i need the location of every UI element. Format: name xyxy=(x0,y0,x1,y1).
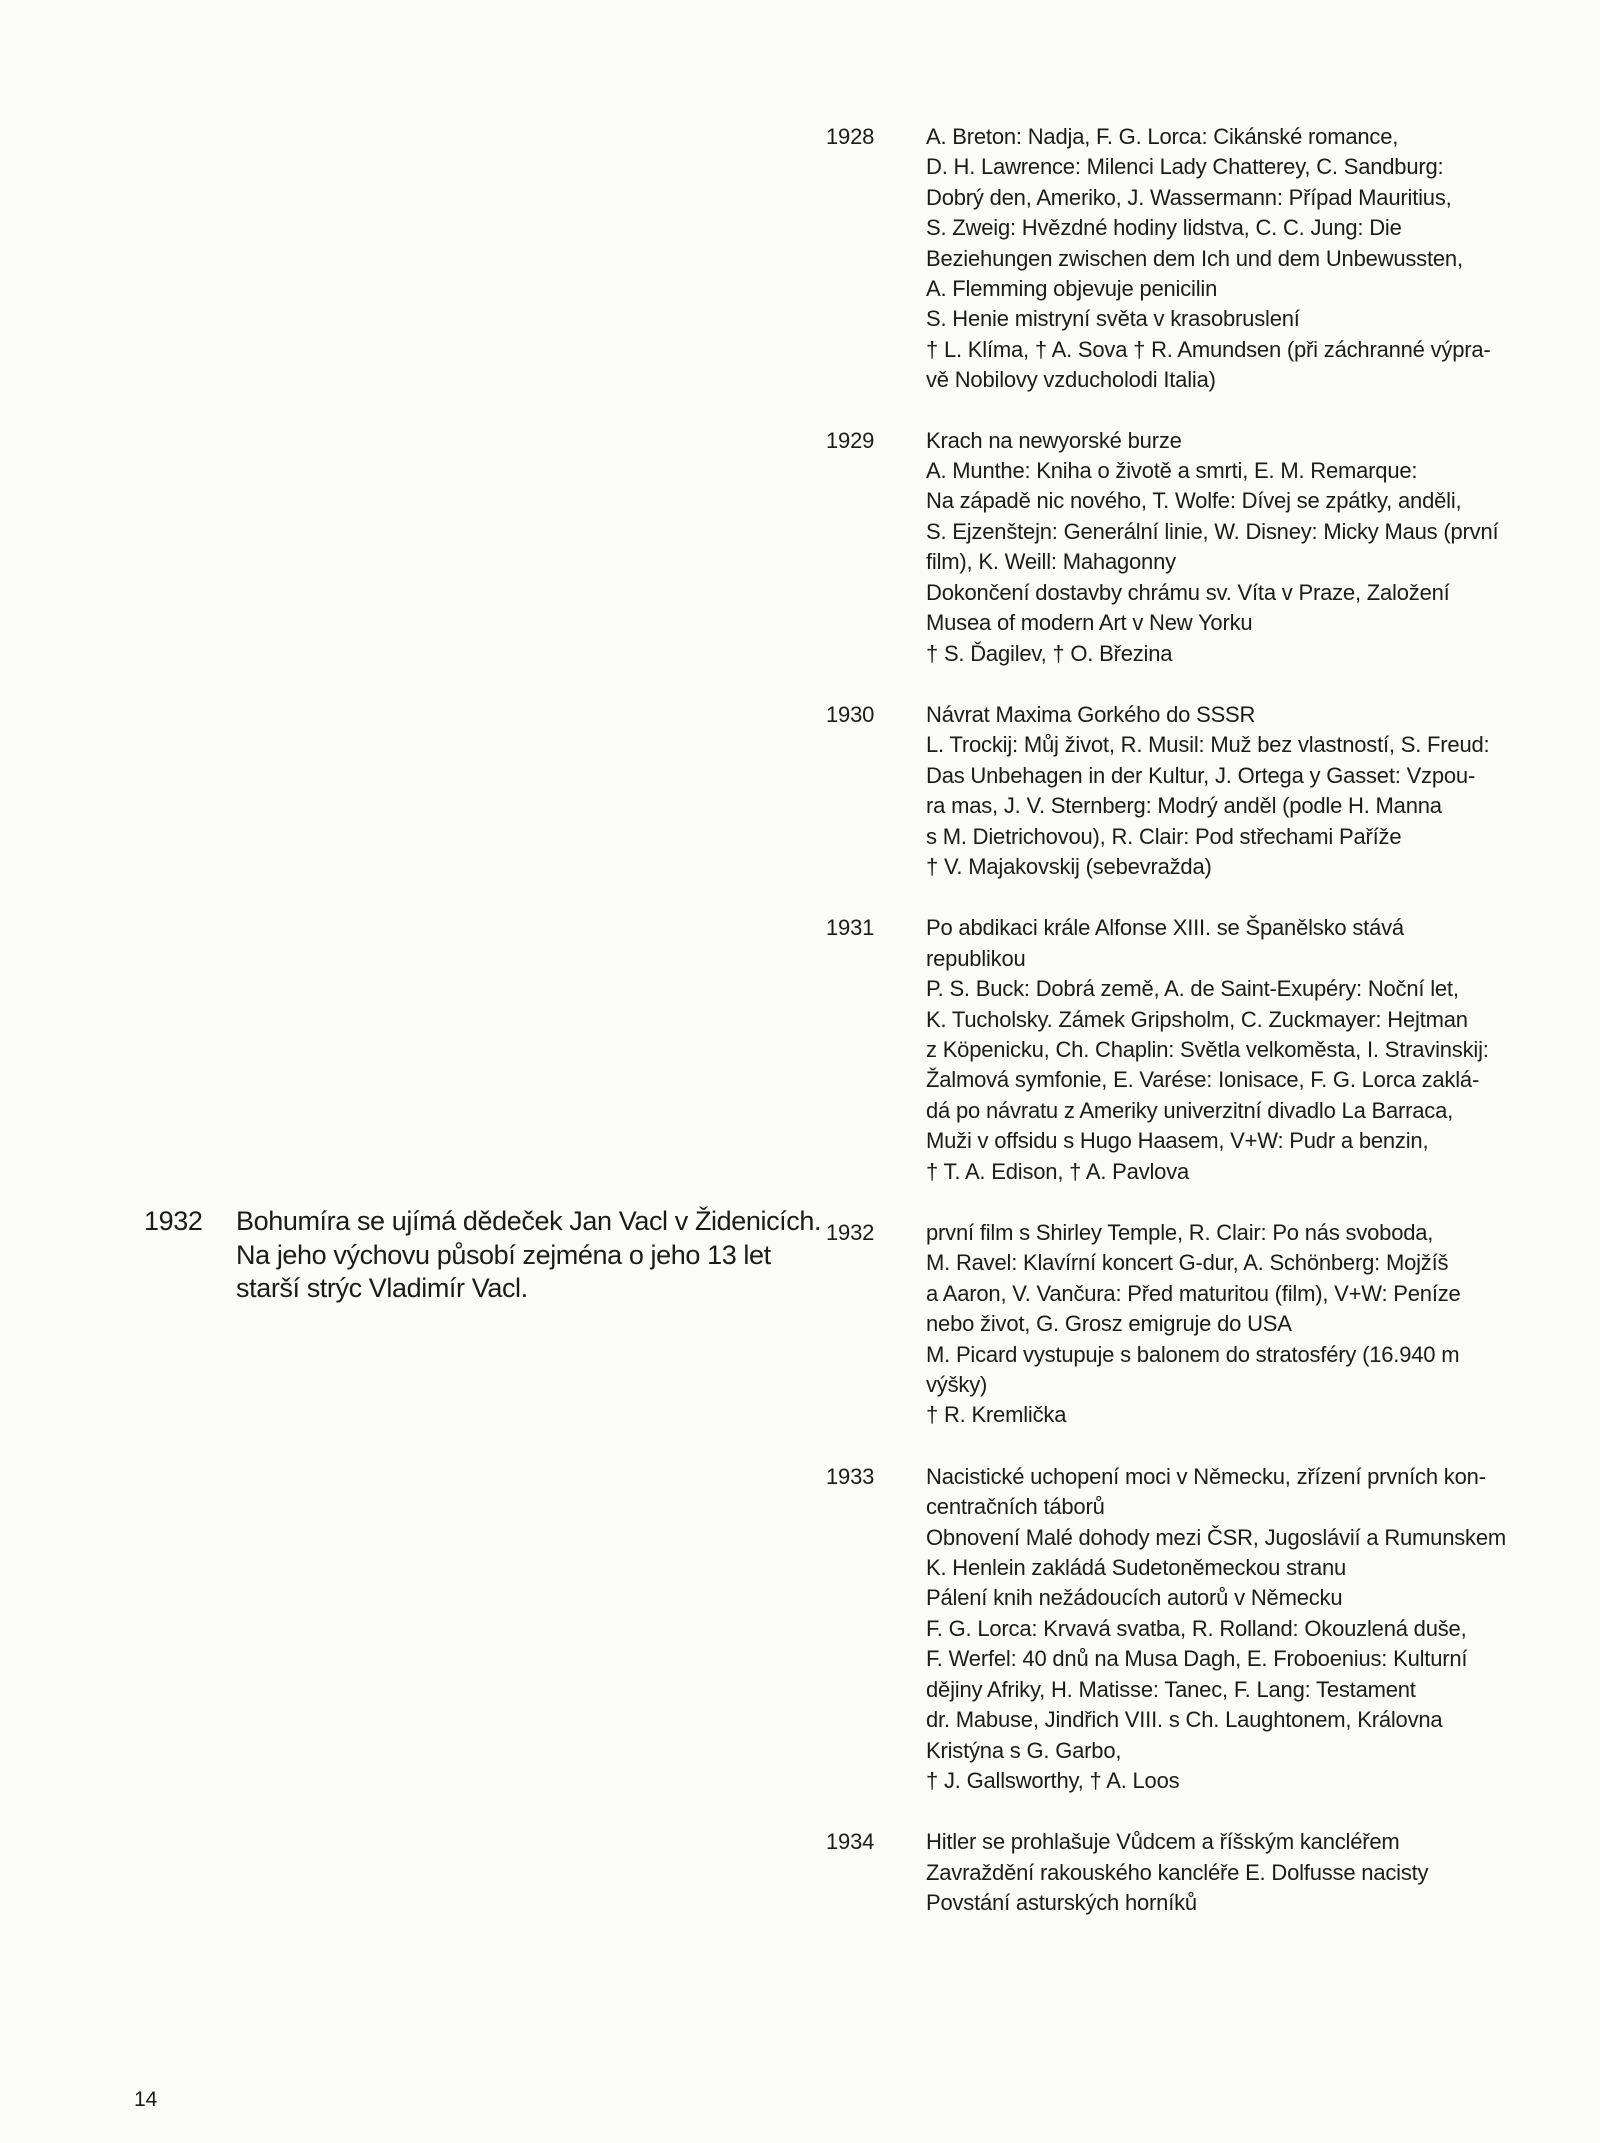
entry-line: M. Picard vystupuje s balonem do stratosféry (16.940 m xyxy=(926,1341,1460,1367)
entry-line: Dobrý den, Ameriko, J. Wassermann: Případ Mauritius, xyxy=(926,184,1452,210)
entry-line: Musea of modern Art v New Yorku xyxy=(926,610,1253,636)
entry-line: s M. Dietrichovou), R. Clair: Pod střechami Paříže xyxy=(926,823,1402,849)
entry-line: D. H. Lawrence: Milenci Lady Chatterey, C. Sandburg: xyxy=(926,154,1444,180)
entry-year: 1931 xyxy=(826,915,875,941)
entry-line: Muži v offsidu s Hugo Haasem, V+W: Pudr a benzin, xyxy=(926,1128,1429,1154)
entry-line: Das Unbehagen in der Kultur, J. Ortega y Gasset: Vzpou- xyxy=(926,762,1476,788)
entry-line: Dokončení dostavby chrámu sv. Víta v Praze, Založení xyxy=(926,579,1450,605)
entry-line: † J. Gallsworthy, † A. Loos xyxy=(926,1767,1180,1793)
entry-line: † V. Majakovskij (sebevražda) xyxy=(926,853,1212,879)
entry-line: Zavraždění rakouského kancléře E. Dolfusse nacisty xyxy=(926,1859,1429,1885)
entry-line: vě Nobilovy vzducholodi Italia) xyxy=(926,367,1216,393)
entry-year: 1930 xyxy=(826,701,875,727)
entry-line: F. G. Lorca: Krvavá svatba, R. Rolland: Okouzlená duše, xyxy=(926,1615,1467,1641)
entry-line: Hitler se prohlašuje Vůdcem a říšským kancléřem xyxy=(926,1829,1400,1855)
entry-line: dá po návratu z Ameriky univerzitní divadlo La Barraca, xyxy=(926,1097,1454,1123)
entry-line: M. Ravel: Klavírní koncert G-dur, A. Schönberg: Mojžíš xyxy=(926,1250,1449,1276)
family-note-line: starší strýc Vladimír Vacl. xyxy=(236,1273,528,1303)
family-note-line: Na jeho výchovu působí zejména o jeho 13 let xyxy=(236,1239,771,1270)
entry-line: ra mas, J. V. Sternberg: Modrý anděl (podle H. Manna xyxy=(926,793,1442,819)
entry-line: dr. Mabuse, Jindřich VIII. s Ch. Laughtonem, Královna xyxy=(926,1707,1443,1733)
family-note-year: 1932 xyxy=(144,1206,203,1236)
entry-year: 1933 xyxy=(826,1463,875,1489)
entry-line: Po abdikaci krále Alfonse XIII. se Španělsko stává xyxy=(926,915,1404,941)
entry-year: 1928 xyxy=(826,124,875,149)
entry-line: A. Munthe: Kniha o životě a smrti, E. M. Remarque: xyxy=(926,458,1418,484)
entry-line: F. Werfel: 40 dnů na Musa Dagh, E. Froboenius: Kulturní xyxy=(926,1646,1468,1672)
entry-line: S. Zweig: Hvězdné hodiny lidstva, C. C. Jung: Die xyxy=(926,215,1402,241)
entry-line: S. Henie mistryní světa v krasobruslení xyxy=(926,306,1300,332)
entry-line: † L. Klíma, † A. Sova † R. Amundsen (při záchranné výpra- xyxy=(926,336,1491,362)
entry-line: P. S. Buck: Dobrá země, A. de Saint-Exupéry: Noční let, xyxy=(926,976,1459,1002)
entry-line: Návrat Maxima Gorkého do SSSR xyxy=(926,701,1256,727)
entry-line: Kristýna s G. Garbo, xyxy=(926,1737,1122,1763)
entry-line: † T. A. Edison, † A. Pavlova xyxy=(926,1158,1190,1184)
page-number: 14 xyxy=(134,2088,158,2111)
entry-line: Beziehungen zwischen dem Ich und dem Unbewussten, xyxy=(926,245,1463,271)
timeline-entry-1931 xyxy=(826,913,1489,1187)
entry-line: film), K. Weill: Mahagonny xyxy=(926,549,1176,575)
timeline-entry-1928 xyxy=(826,122,1491,396)
entry-line: republikou xyxy=(926,945,1026,971)
entry-line: Krach na newyorské burze xyxy=(926,427,1182,453)
entry-line: † S. Ďagilev, † O. Březina xyxy=(926,640,1173,666)
entry-year: 1932 xyxy=(826,1220,875,1245)
entry-line: dějiny Afriky, H. Matisse: Tanec, F. Lang: Testament xyxy=(926,1676,1416,1702)
timeline-entry-1930 xyxy=(826,700,1490,882)
entry-line: a Aaron, V. Vančura: Před maturitou (film), V+W: Peníze xyxy=(926,1280,1461,1306)
entry-line: z Köpenicku, Ch. Chaplin: Světla velkoměsta, I. Stravinskij: xyxy=(926,1036,1489,1062)
timeline-entry-1929 xyxy=(826,426,1499,669)
family-note-line: Bohumíra se ujímá dědeček Jan Vacl v Židenicích. xyxy=(236,1206,822,1236)
timeline-entry-1934 xyxy=(826,1827,1486,1918)
entry-line: Na západě nic nového, T. Wolfe: Dívej se zpátky, anděli, xyxy=(926,488,1462,514)
entry-line: první film s Shirley Temple, R. Clair: Po nás svoboda, xyxy=(926,1220,1434,1245)
entry-line: † R. Kremlička xyxy=(926,1402,1067,1428)
entry-year: 1934 xyxy=(826,1829,875,1855)
entry-line: L. Trockij: Můj život, R. Musil: Muž bez vlastností, S. Freud: xyxy=(926,732,1490,758)
entry-line: nebo život, G. Grosz emigruje do USA xyxy=(926,1311,1292,1337)
timeline-entry-1933 xyxy=(826,1462,1507,1796)
entry-line: centračních táborů xyxy=(926,1494,1105,1520)
entry-line: K. Tucholsky. Zámek Gripsholm, C. Zuckmayer: Hejtman xyxy=(926,1006,1468,1032)
chronology-column xyxy=(826,122,1507,1919)
entry-line: Nacistické uchopení moci v Německu, zřízení prvních kon- xyxy=(926,1463,1486,1489)
entry-line: K. Henlein zakládá Sudetoněmeckou stranu xyxy=(926,1555,1347,1581)
entry-line: výšky) xyxy=(926,1372,988,1398)
timeline-entry-1932 xyxy=(826,1218,1486,1431)
family-note-text xyxy=(236,1205,822,1306)
entry-line: A. Breton: Nadja, F. G. Lorca: Cikánské romance, xyxy=(926,124,1399,149)
entry-year: 1929 xyxy=(826,427,875,453)
entry-line: A. Flemming objevuje penicilin xyxy=(926,276,1218,302)
entry-line: S. Ejzenštejn: Generální linie, W. Disney: Micky Maus (první xyxy=(926,518,1499,544)
entry-line: Povstání asturských horníků xyxy=(926,1890,1197,1916)
entry-line: Obnovení Malé dohody mezi ČSR, Jugoslávií a Rumunskem xyxy=(926,1524,1507,1550)
entry-line: Pálení knih nežádoucích autorů v Německu xyxy=(926,1585,1343,1611)
entry-line: Žalmová symfonie, E. Varése: Ionisace, F. G. Lorca zaklá- xyxy=(926,1067,1480,1093)
